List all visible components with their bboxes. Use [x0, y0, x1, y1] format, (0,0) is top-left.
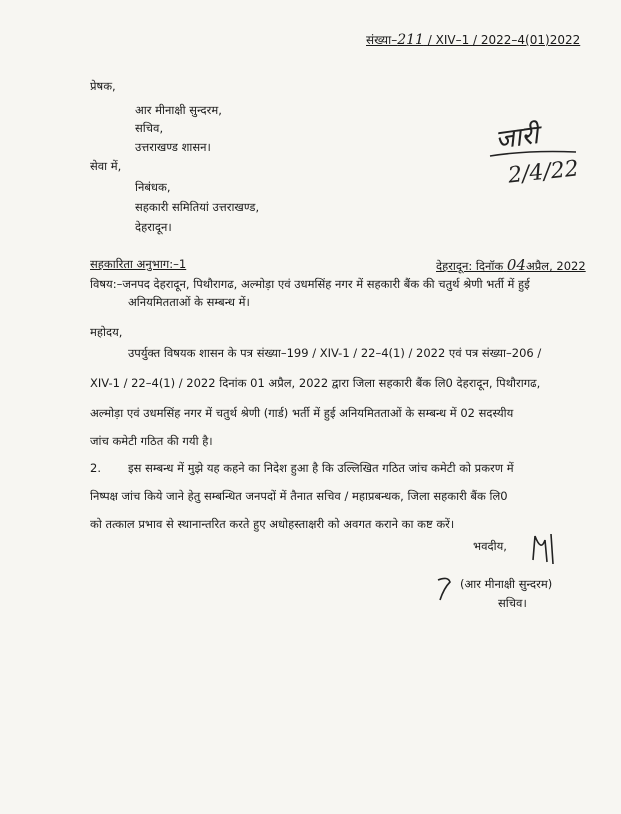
paragraph2-line1: इस सम्बन्ध में मुझे यह कहने का निदेश हुआ है कि उल्लिखित गठित जांच कमेटी को प्रकरण में — [128, 461, 514, 475]
subject-line1: विषय:–जनपद देहरादून, पिथौरागढ, अल्मोड़ा एवं उधमसिंह नगर में सहकारी बैंक की चतुर्थ श्रेणी भर्ती में हुई — [90, 277, 530, 291]
date-rest: अप्रैल, 2022 — [525, 259, 586, 273]
paragraph1-line1: उपर्युक्त विषयक शासन के पत्र संख्या–199 / XIV-1 / 22–4(1) / 2022 एवं पत्र संख्या–206 / — [128, 346, 542, 360]
recipient-label: सेवा में, — [90, 159, 122, 173]
reference-handwritten-number: 211 — [397, 32, 424, 48]
sender-designation: सचिव, — [135, 121, 164, 135]
closing-signer: (आर मीनाक्षी सुन्दरम) — [460, 577, 553, 591]
paragraph2-number: 2. — [90, 461, 101, 475]
paragraph1-line4: जांच कमेटी गठित की गयी है। — [90, 434, 213, 448]
sender-label: प्रेषक, — [90, 79, 116, 93]
closing-yours: भवदीय, — [473, 539, 507, 553]
closing-designation: सचिव। — [498, 596, 527, 610]
recipient-name: निबंधक, — [135, 180, 171, 194]
paragraph1-line3: अल्मोड़ा एवं उधमसिंह नगर में चतुर्थ श्रेणी (गार्ड) भर्ती में हुई अनियमितताओं के सम्बन्ध में 02 सदस्यीय — [90, 406, 514, 420]
recipient-office: सहकारी समितियां उत्तराखण्ड, — [135, 200, 260, 214]
sender-office: उत्तराखण्ड शासन। — [135, 140, 211, 154]
handwritten-underline — [488, 148, 578, 158]
reference-number — [366, 31, 580, 48]
recipient-place: देहरादून। — [135, 220, 172, 234]
date-day: 04 — [506, 256, 526, 274]
section-label: सहकारिता अनुभाग:–1 — [90, 257, 187, 271]
handwritten-note-line2: 2/4/22 — [506, 156, 580, 189]
paragraph2-line2: निष्पक्ष जांच किये जाने हेतु सम्बन्धित जनपदों में तैनात सचिव / महाप्रबन्धक, जिला सहकारी बैंक लि0 — [90, 489, 508, 503]
sender-name: आर मीनाक्षी सुन्दरम, — [135, 103, 222, 117]
paragraph1-line2: XIV-1 / 22–4(1) / 2022 दिनांक 01 अप्रैल, 2022 द्वारा जिला सहकारी बैंक लि0 देहरादून, पिथौरागढ, — [90, 376, 541, 390]
salutation: महोदय, — [90, 325, 123, 339]
reference-prefix: संख्या– — [366, 33, 398, 47]
paragraph2-line3: को तत्काल प्रभाव से स्थानान्तरित करते हुए अधोहस्ताक्षरी को अवगत कराने का कष्ट करें। — [90, 517, 455, 531]
date-prefix: देहरादून: दिनॉक — [436, 259, 504, 273]
reference-suffix: / XIV–1 / 2022–4(01)2022 — [423, 33, 581, 47]
handwritten-note-line1: जारी — [493, 120, 541, 156]
initial-mark — [434, 574, 458, 604]
signature-mark — [525, 528, 565, 568]
letter-date — [436, 256, 586, 274]
subject-line2: अनियमितताओं के सम्बन्ध में। — [128, 295, 250, 309]
